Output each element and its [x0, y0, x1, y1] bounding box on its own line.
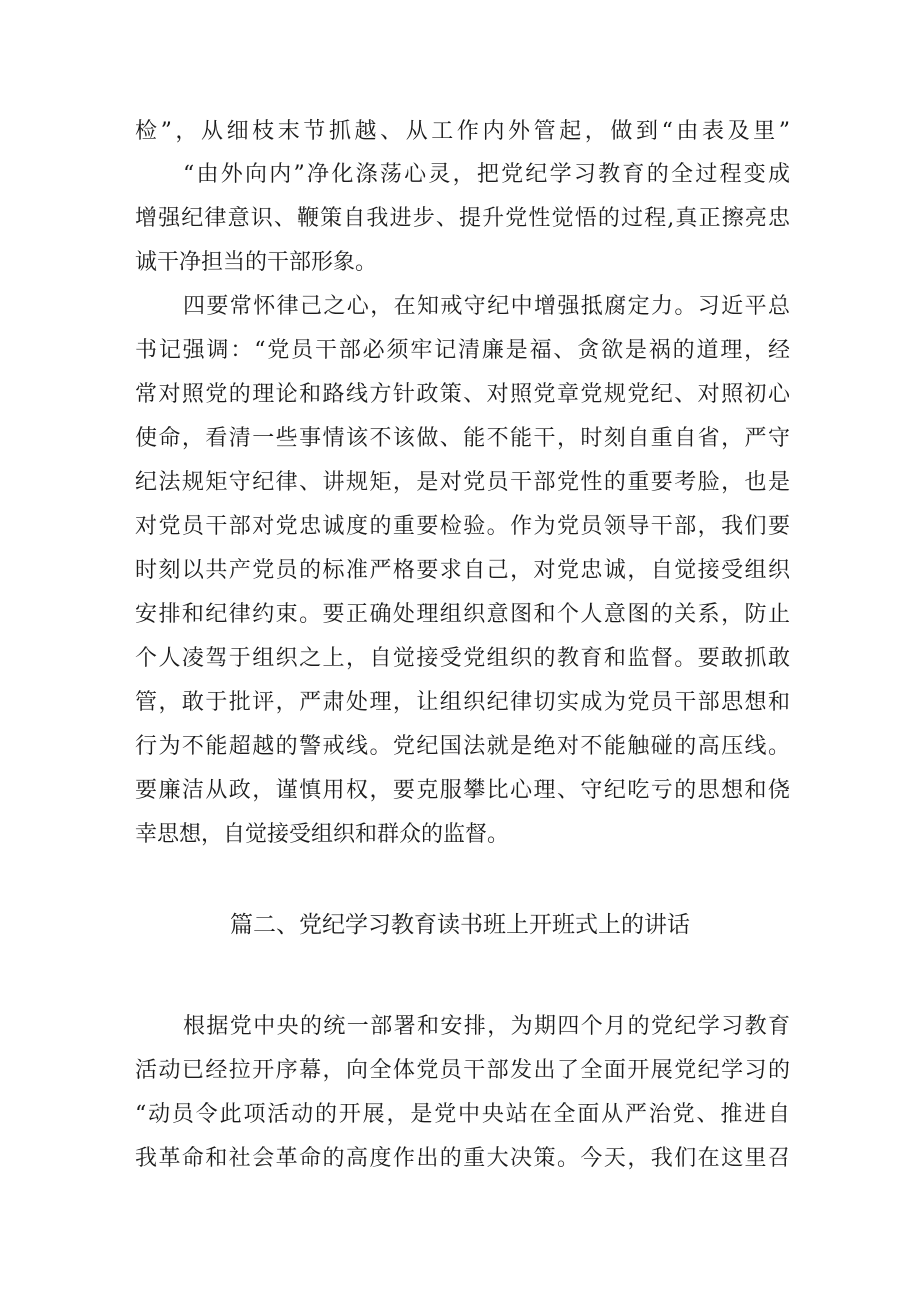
- text-line: 时刻以共产党员的标准严格要求自己，对党忠诚，自觉接受组织: [135, 558, 790, 583]
- text-line: 纪法规矩守纪律、讲规矩，是对党员干部党性的重要考脸，也是: [135, 470, 790, 495]
- text-line: 行为不能超越的警戒线。党纪国法就是绝对不能触碰的高压线。: [135, 734, 790, 759]
- text-line: 书记强调：“党员干部必须牢记清廉是福、贪欲是祸的道理，经: [135, 338, 790, 363]
- text-line: 常对照党的理论和路线方针政策、对照党章党规党纪、对照初心: [135, 382, 790, 407]
- text-line: 使命，看清一些事情该不该做、能不能干，时刻自重自省，严守: [135, 426, 790, 451]
- paragraph-first-line: 四要常怀律己之心，在知戒守纪中增强抵腐定力。习近平总: [183, 294, 790, 319]
- text-line: 增强纪律意识、鞭策自我进步、提升党性觉悟的过程,真正擦亮忠: [135, 206, 790, 231]
- text-line: 个人凌驾于组织之上，自觉接受党组织的教育和监督。要敢抓敢: [135, 646, 790, 671]
- text-line: 安排和纪律约束。要正确处理组织意图和个人意图的关系，防止: [135, 602, 790, 627]
- text-line: 检”，从细枝末节抓越、从工作内外管起，做到“由表及里”: [135, 119, 790, 144]
- text-line: 对党员干部对党忠诚度的重要检验。作为党员领导干部，我们要: [135, 514, 790, 539]
- text-line: “动员令此项活动的开展，是党中央站在全面从严治党、推进自: [135, 1102, 790, 1127]
- text-line: 管，敢于批评，严肃处理，让组织纪律切实成为党员干部思想和: [135, 690, 790, 715]
- paragraph-first-line: 根据党中央的统一部署和安排，为期四个月的党纪学习教育: [183, 1014, 790, 1039]
- section-heading: 篇二、党纪学习教育读书班上开班式上的讲话: [230, 912, 690, 938]
- paragraph-last-line: 诚干净担当的干部形象。: [135, 250, 378, 275]
- text-line: 活动已经拉开序幕，向全体党员干部发出了全面开展党纪学习的: [135, 1058, 790, 1083]
- text-line: 要廉洁从政，谨慎用权，要克服攀比心理、守纪吃亏的思想和侥: [135, 778, 790, 803]
- paragraph-last-line: 幸思想，自觉接受组织和群众的监督。: [135, 822, 510, 847]
- text-line: 我革命和社会革命的高度作出的重大决策。今天，我们在这里召: [135, 1146, 790, 1171]
- paragraph-first-line: “由外向内”净化涤荡心灵，把党纪学习教育的全过程变成: [183, 162, 790, 187]
